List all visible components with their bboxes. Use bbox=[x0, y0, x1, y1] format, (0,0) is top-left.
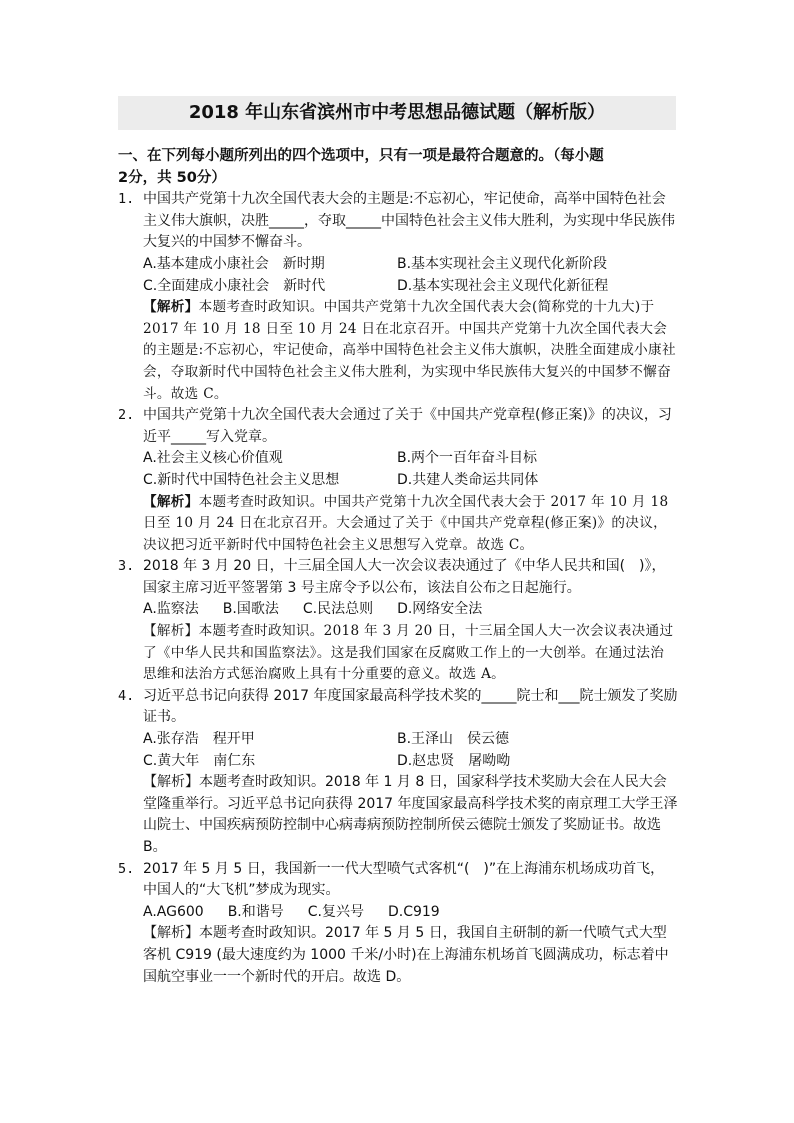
analysis-tag: 【解析】 bbox=[143, 774, 199, 791]
document-title: 2018 年山东省滨州市中考思想品德试题（解析版） bbox=[118, 96, 676, 130]
analysis bbox=[143, 772, 678, 858]
question-stem: 习近平总书记向获得 2017 年度国家最高科学技术奖的_____院士和___院士颁发了奖励证书。 bbox=[143, 687, 678, 726]
question-2 bbox=[118, 405, 678, 556]
analysis bbox=[143, 297, 678, 405]
option-d: D.基本实现社会主义现代化新征程 bbox=[397, 277, 609, 294]
analysis-text: 本题考查时政知识。2018 年 3 月 20 日，十三届全国人大一次会议表决通过了《中华人民共和国监察法》。这是我们国家在反腐败工作上的一大创举。在通过法治思维和法治方式惩治腐败上具有十分重要的意义。故选 A。 bbox=[143, 623, 674, 683]
option-c: C.全面建成小康社会 新时代 bbox=[143, 277, 326, 294]
option-d: D.赵忠贤 屠呦呦 bbox=[397, 752, 511, 769]
option-c: C.新时代中国特色社会主义思想 bbox=[143, 471, 340, 488]
analysis-text: 本题考查时政知识。2018 年 1 月 8 日，国家科学技术奖励大会在人民大会堂隆重举行。习近平总书记向获得 2017 年度国家最高科学技术奖的南京理工大学王泽山院士、中国疾病预防控制中心病毒病预防控制所侯云德院士颁发了奖励证书。故选 B。 bbox=[143, 774, 678, 855]
question-5 bbox=[118, 859, 678, 989]
question-4 bbox=[118, 686, 678, 859]
option-c: C.复兴号 bbox=[307, 903, 364, 920]
option-b: B.基本实现社会主义现代化新阶段 bbox=[397, 255, 608, 272]
analysis-tag: 【解析】 bbox=[143, 299, 199, 316]
option-d: D.网络安全法 bbox=[397, 601, 483, 618]
section-heading-line1: 一、在下列每小题所列出的四个选项中，只有一项是最符合题意的。（每小题 bbox=[118, 148, 604, 164]
question-number: 4. bbox=[118, 687, 135, 704]
options bbox=[143, 599, 678, 621]
question-stem: 2017 年 5 月 5 日，我国新一一代大型喷气式客机“( )”在上海浦东机场成功首飞，中国人的“大飞机”梦成为现实。 bbox=[143, 860, 665, 899]
section-heading-line2: 2分，共 50分） bbox=[118, 169, 226, 186]
options bbox=[143, 729, 678, 772]
analysis bbox=[143, 923, 678, 988]
option-a: A.监察法 bbox=[143, 601, 199, 618]
analysis-text: 本题考查时政知识。中国共产党第十九次全国代表大会(简称党的十九大)于 2017 年 10 月 18 日至 10 月 24 日在北京召开。中国共产党第十九次全国代表大会的主题是:不忘初心，牢记使命，高举中国特色社会主义伟大旗帜，决胜全面建成小康社会，夺取新时代中国特色社会主义伟大胜利，为实现中华民族伟大复兴的中国梦不懈奋斗。故选 C。 bbox=[143, 299, 676, 402]
analysis bbox=[143, 621, 678, 686]
options bbox=[143, 902, 678, 924]
analysis-tag: 【解析】 bbox=[143, 925, 199, 942]
option-b: B.国歌法 bbox=[222, 601, 279, 618]
option-a: A.社会主义核心价值观 bbox=[143, 450, 283, 467]
question-3 bbox=[118, 556, 678, 686]
analysis-tag: 【解析】 bbox=[143, 493, 199, 510]
option-d: D.共建人类命运共同体 bbox=[397, 471, 539, 488]
question-stem: 2018 年 3 月 20 日，十三届全国人大一次会议表决通过了《中华人民共和国( )》，国家主席习近平签署第 3 号主席令予以公布，该法自公布之日起施行。 bbox=[143, 558, 666, 596]
question-number: 2. bbox=[118, 407, 135, 424]
analysis bbox=[143, 492, 678, 557]
document-body bbox=[118, 146, 678, 988]
analysis-text: 本题考查时政知识。2017 年 5 月 5 日，我国自主研制的新一代喷气式大型客机 C919 (最大速度约为 1000 千米/小时)在上海浦东机场首飞圆满成功，标志着中国航空事业一一个新时代的开启。故选 D。 bbox=[143, 925, 669, 985]
question-number: 3. bbox=[118, 558, 135, 575]
options bbox=[143, 254, 678, 297]
section-heading bbox=[118, 146, 678, 189]
question-number: 1. bbox=[118, 191, 135, 208]
option-a: A.基本建成小康社会 新时期 bbox=[143, 255, 325, 272]
option-c: C.黄大年 南仁东 bbox=[143, 752, 256, 769]
question-number: 5. bbox=[118, 860, 135, 877]
option-d: D.C919 bbox=[387, 903, 440, 920]
option-a: A.张存浩 程开甲 bbox=[143, 731, 255, 748]
options bbox=[143, 448, 678, 491]
analysis-tag: 【解析】 bbox=[143, 623, 199, 640]
analysis-text: 本题考查时政知识。中国共产党第十九次全国代表大会于 2017 年 10 月 18 日至 10 月 24 日在北京召开。大会通过了关于《中国共产党章程(修正案)》的决议，决议把习近平新时代中国特色社会主义思想写入党章。故选 C。 bbox=[143, 493, 669, 553]
option-b: B.王泽山 侯云德 bbox=[397, 731, 510, 748]
question-stem: 中国共产党第十九次全国代表大会的主题是:不忘初心，牢记使命，高举中国特色社会主义伟大旗帜，决胜_____，夺取_____中国特色社会主义伟大胜利，为实现中华民族伟大复兴的中国梦不懈奋斗。 bbox=[143, 191, 675, 251]
option-b: B.和谐号 bbox=[227, 903, 284, 920]
question-stem: 中国共产党第十九次全国代表大会通过了关于《中国共产党章程(修正案)》的决议，习近平_____写入党章。 bbox=[143, 407, 672, 445]
option-c: C.民法总则 bbox=[302, 601, 374, 618]
option-a: A.AG600 bbox=[143, 903, 204, 920]
option-b: B.两个一百年奋斗目标 bbox=[397, 450, 538, 467]
question-1 bbox=[118, 189, 678, 405]
